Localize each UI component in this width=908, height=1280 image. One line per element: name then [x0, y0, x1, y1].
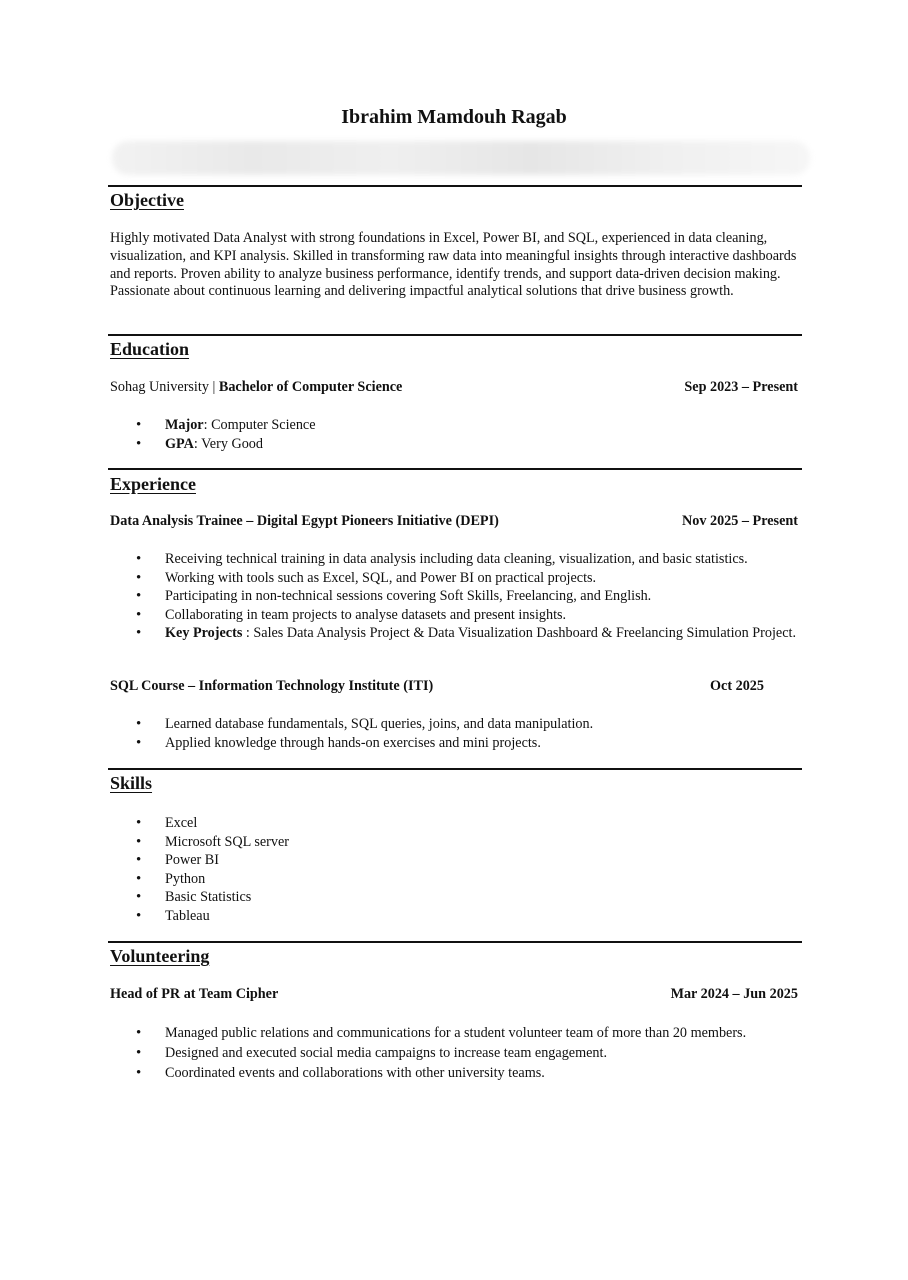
job-bullets	[110, 715, 800, 752]
education-institution	[110, 379, 402, 396]
list-item: • Coordinated events and collaborations with other university teams.	[110, 1063, 800, 1083]
objective-text: Highly motivated Data Analyst with strong foundations in Excel, Power BI, and SQL, experienced in data cleaning, visualization, and KPI analysis. Skilled in transforming raw data into meaningful insights through interactive dashboards and reports. Proven ability to analyze business performance, identify trends, and support data-driven decision making. Passionate about continuous learning and delivering impactful analytical solutions that drive business growth.	[110, 230, 797, 300]
section-title-education: Education	[110, 339, 190, 359]
list-item: • Excel	[110, 814, 800, 833]
section-title-objective: Objective	[110, 190, 184, 210]
section-title-volunteering: Volunteering	[110, 946, 210, 966]
bullet-label: Key Projects	[165, 625, 243, 642]
list-item: • Applied knowledge through hands-on exercises and mini projects.	[110, 734, 800, 753]
job-row	[110, 678, 764, 695]
section-divider	[108, 334, 802, 336]
candidate-name: Ibrahim Mamdouh Ragab	[341, 106, 567, 128]
education-row	[110, 379, 798, 396]
list-item: • Collaborating in team projects to analyse datasets and present insights.	[110, 606, 800, 625]
list-item: • Learned database fundamentals, SQL queries, joins, and data manipulation.	[110, 715, 800, 734]
bullet-label: GPA	[165, 435, 194, 452]
list-item: • Designed and executed social media campaigns to increase team engagement.	[110, 1043, 800, 1063]
section-divider	[108, 468, 802, 470]
volunteer-row	[110, 986, 798, 1003]
list-item: • Receiving technical training in data analysis including data cleaning, visualization, and basic statistics.	[110, 550, 800, 569]
list-item: • Python	[110, 870, 800, 889]
job-row	[110, 513, 798, 530]
volunteer-role: Head of PR at Team Cipher	[110, 986, 279, 1002]
section-divider	[108, 185, 802, 187]
school-name: Sohag University	[110, 379, 209, 395]
education-date: Sep 2023 – Present	[684, 379, 798, 395]
list-item: • Key Projects : Sales Data Analysis Project & Data Visualization Dashboard & Freelancing Simulation Project.	[110, 624, 800, 643]
volunteer-date: Mar 2024 – Jun 2025	[670, 986, 798, 1002]
volunteer-bullets	[110, 1023, 800, 1083]
job-date: Oct 2025	[710, 678, 764, 694]
list-item: • Managed public relations and communications for a student volunteer team of more than 20 members.	[110, 1023, 800, 1043]
list-item: • Major: Computer Science	[110, 416, 800, 435]
skills-list	[110, 814, 800, 926]
list-item: • Microsoft SQL server	[110, 833, 800, 852]
degree-name: Bachelor of Computer Science	[218, 379, 403, 395]
job-title: SQL Course – Information Technology Institute (ITI)	[110, 678, 434, 694]
separator: |	[208, 379, 219, 395]
section-divider	[108, 941, 802, 943]
section-title-skills: Skills	[110, 773, 153, 793]
education-bullets	[110, 416, 800, 453]
redacted-contact-info	[112, 141, 810, 175]
list-item: • GPA: Very Good	[110, 435, 800, 454]
job-title: Data Analysis Trainee – Digital Egypt Pioneers Initiative (DEPI)	[110, 513, 499, 529]
list-item: • Basic Statistics	[110, 888, 800, 907]
list-item: • Working with tools such as Excel, SQL, and Power BI on practical projects.	[110, 569, 800, 588]
list-item: • Power BI	[110, 851, 800, 870]
list-item: • Participating in non-technical sessions covering Soft Skills, Freelancing, and English.	[110, 587, 800, 606]
job-date: Nov 2025 – Present	[682, 513, 798, 529]
list-item: • Tableau	[110, 907, 800, 926]
job-bullets	[110, 550, 800, 643]
bullet-label: Major	[165, 417, 204, 433]
section-title-experience: Experience	[110, 474, 196, 494]
section-divider	[108, 768, 802, 770]
